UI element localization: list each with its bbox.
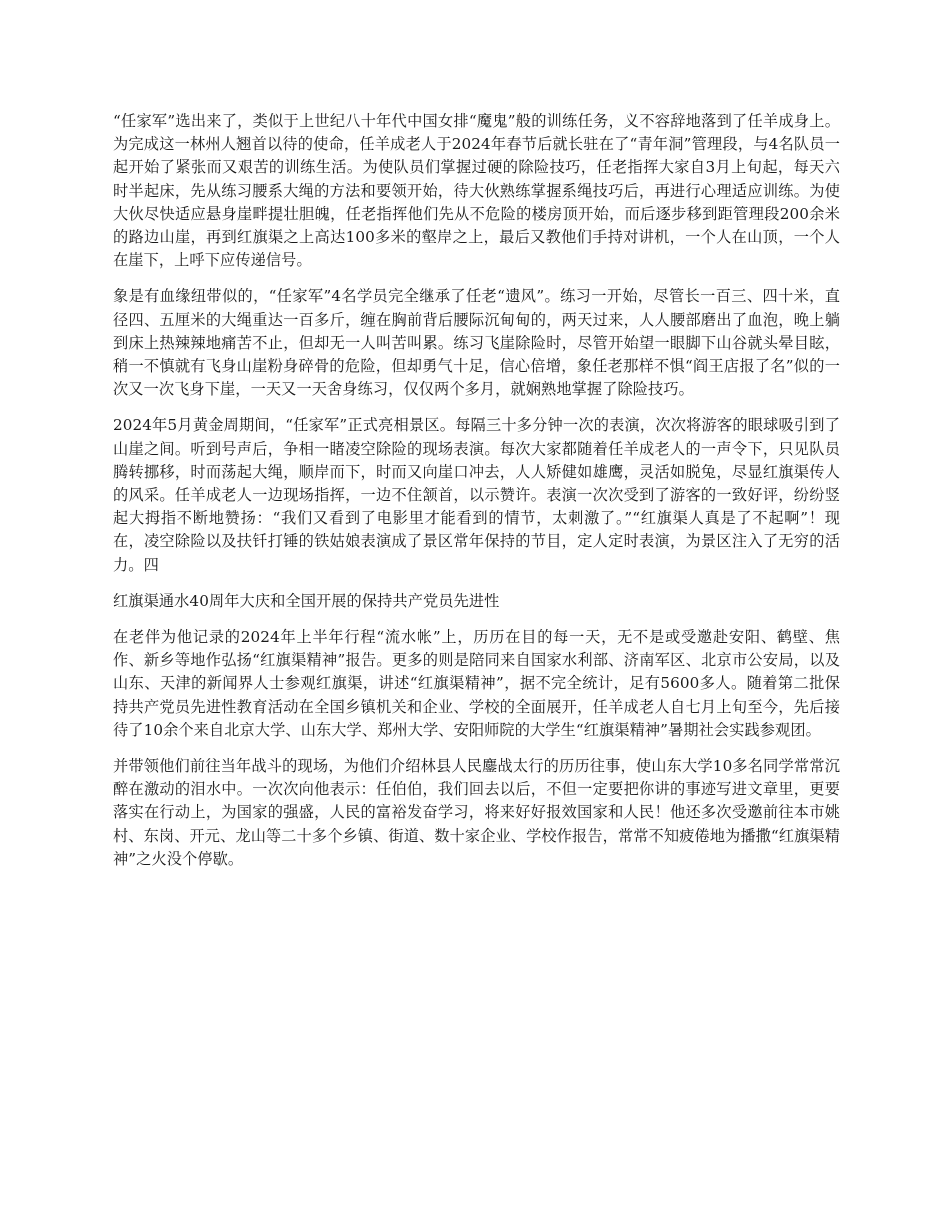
paragraph-students: 并带领他们前往当年战斗的现场，为他们介绍林县人民鏖战太行的历历往事，使山东大学10多名同学常常沉醉在激动的泪水中。一次次向他表示：任伯伯，我们回去以后，不但一定要把你讲的事迹写进文章里，更要落实在行动上，为国家的强盛，人民的富裕发奋学习，将来好好报效国家和人民！他还多次受邀前往本市姚村、东岗、开元、龙山等二十多个乡镇、街道、数十家企业、学校作报告，常常不知疲倦地为播撒“红旗渠精神”之火没个停歇。 bbox=[113, 757, 840, 868]
document-body bbox=[113, 110, 840, 884]
paragraph-anniversary: 红旗渠通水40周年大庆和全国开展的保持共产党员先进性 bbox=[113, 591, 500, 610]
paragraph-performance: 2024年5月黄金周期间，“任家军”正式亮相景区。每隔三十多分钟一次的表演，次次将游客的眼球吸引到了山崖之间。听到号声后，争相一睹凌空除险的现场表演。每次大家都随着任羊成老人的一声令下，只见队员腾转挪移，时而荡起大绳，顺岸而下，时而又向崖口冲去，人人矫健如雄鹰，灵活如脱兔，尽显红旗渠传人的风采。任羊成老人一边现场指挥，一边不住颔首，以示赞许。表演一次次受到了游客的一致好评，纷纷竖起大拇指不断地赞扬：“我们又看到了电影里才能看到的情节，太刺激了。”“红旗渠人真是了不起啊”！现在，凌空除险以及扶钎打锤的铁姑娘表演成了景区常年保持的节目，定人定时表演，为景区注入了无穷的活力。四 bbox=[113, 416, 840, 574]
paragraph-training: “任家军”选出来了，类似于上世纪八十年代中国女排“魔鬼”般的训练任务，义不容辞地落到了任羊成身上。为完成这一林州人翘首以待的使命，任羊成老人于2024年春节后就长驻在了“青年洞”管理段，与4名队员一起开始了紧张而又艰苦的训练生活。为使队员们掌握过硬的除险技巧，任老指挥大家自3月上旬起，每天六时半起床，先从练习腰系大绳的方法和要领开始，待大伙熟练掌握系绳技巧后，再进行心理适应训练。为使大伙尽快适应悬身崖畔提壮胆魄，任老指挥他们先从不危险的楼房顶开始，而后逐步移到距管理段200余米的路边山崖，再到红旗渠之上高达100多米的壑岸之上，最后又教他们手持对讲机，一个人在山顶，一个人在崖下，上呼下应传递信号。 bbox=[113, 112, 840, 270]
paragraph-heritage: 象是有血缘纽带似的，“任家军”4名学员完全继承了任老“遗风”。练习一开始，尽管长一百三、四十米，直径四、五厘米的大绳重达一百多斤，缠在胸前背后腰际沉甸甸的，两天过来，人人腰部磨出了血泡，晚上躺到床上热辣辣地痛苦不止，但却无一人叫苦叫累。练习飞崖除险时，尽管开始望一眼脚下山谷就头晕目眩，稍一不慎就有飞身山崖粉身碎骨的危险，但却勇气十足，信心倍增，象任老那样不惧“阎王店报了名”似的一次又一次飞身下崖，一天又一天舍身练习，仅仅两个多月，就娴熟地掌握了除险技巧。 bbox=[113, 287, 840, 399]
paragraph-schedule: 在老伴为他记录的2024年上半年行程“流水帐”上，历历在目的每一天，无不是或受邀赴安阳、鹤壁、焦作、新乡等地作弘扬“红旗渠精神”报告。更多的则是陪同来自国家水利部、济南军区、北京市公安局，以及山东、天津的新闻界人士参观红旗渠，讲述“红旗渠精神”，据不完全统计，足有5600多人。随着第二批保持共产党员先进性教育活动在全国乡镇机关和企业、学校的全面展开，任羊成老人自七月上旬至今，先后接待了10余个来自北京大学、山东大学、郑州大学、安阳师院的大学生“红旗渠精神”暑期社会实践参观团。 bbox=[113, 628, 840, 739]
